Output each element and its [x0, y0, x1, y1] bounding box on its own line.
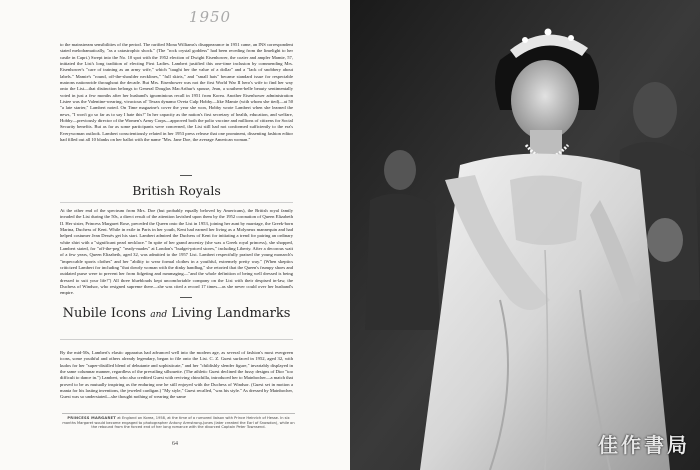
watermark: 佳作書局	[598, 433, 690, 457]
british-royals-column	[60, 208, 293, 297]
caption-name: PRINCESS MARGARET	[67, 416, 117, 420]
section-divider	[180, 297, 192, 298]
title-part-1: Nubile Icons	[62, 306, 147, 321]
tiara-jewel	[545, 29, 552, 36]
nubile-icons-column	[60, 350, 293, 401]
embroidered-bodice	[510, 175, 582, 245]
decade-mark: 1950	[188, 8, 232, 26]
section-title-british-royals: British Royals	[132, 183, 221, 198]
background-figure	[647, 218, 683, 262]
intro-column	[60, 42, 293, 144]
background-figure	[633, 82, 677, 138]
title-ampersand: and	[150, 310, 168, 320]
background-figure-body	[365, 194, 440, 330]
section-rule	[60, 339, 293, 340]
caption-text: at England on Korea, 1958, at the time of a rumored liaison with Prince Heinrich of Hesse. In six months Margaret would become engaged to photographer Antony Armstrong-Jones (later created the Earl of Snowdon), while on the rebound from the forced end of her long romance with the divorced Captain Peter Townsend.	[62, 416, 295, 430]
photo-caption	[62, 416, 295, 430]
british-royals-paragraph: At the other end of the spectrum from Mrs. Doe (but probably equally beloved by Americans), the British royal family invaded the List during the 50s, a direct result of the attention lavished upon them by the 1952 coronation of Queen Elizabeth II. Her sister, Princess Margaret Rose, preceded the Queen onto the List in 1953, joining her aunt by marriage, the Greek-born Marina, Duchess of Kent. While in exile in Paris in her youth, Kent had earned her living as a Molyneux mannequin and had helped costumer Jean Dessès get his start. Lambert admired the Duchess of Kent for initiating a trend for pairing an ordinary white shirt with a "significant pearl necklace." In spite of her grand ancestry (she was a Greek royal princess), she shopped, Lambert stated, for "off-the-peg" "ready-mades" at London's "budget-priced stores," including Liberty. After a decorous wait of a few years, Queen Elizabeth, aged 32, was admitted to the 1957 List. Lambert respectfully praised the young monarch's "impeccable sports clothes" and her "ability to wear formal clothes in a youthful, extremely pretty way." (When skeptics criticized Lambert for including "that dowdy woman with the dinky handbag," she retorted that the Queen's frumpy shoes and outdated purse were to prevent her from fidgeting and rummaging—"and the whole definition of being well dressed is being dressed to suit your life!") All three blueblouds kept uncomfortable company on the List with their despised in-law, the Duchess of Windsor, who resigned supreme there—she was cited a record 17 times—as she never could over her husband's empire.	[60, 208, 293, 296]
princess-photo	[350, 0, 700, 470]
tiara-jewel	[522, 37, 528, 43]
tiara-jewel	[568, 35, 574, 41]
caption-rule	[62, 413, 295, 414]
section-divider	[180, 175, 192, 176]
title-part-2: Living Landmarks	[171, 306, 291, 321]
page-number: 64	[172, 441, 178, 447]
section-rule	[60, 202, 293, 203]
section-title-nubile-icons	[60, 306, 293, 321]
intro-paragraph: to the mainstream sensibilities of the period. The rarified Mona Williams's disappearance in 1951 came, an INS correspondent stated melodramatically, "as a catastrophic shock." (The "rock crystal goddess" had been receding from the limelight to her castle in Capri.) Swept into the No. 10 spot with the 1952 election of Dwight Eisenhower, the cozier and ampler Mamie, 57, initiated the List's long tradition of electing First Ladies. Lambert justified this one-time inclusion by commending Mrs. Eisenhower's "care of training as an army wife," which "taught her the value of a dollar" and a "lack of snobbery about labels." Mamie's "round, off-the-shoulder necklines," "full skirts," and "small hats" became standard issue for respectable matrons nationwide throughout the decade. But Mrs. Eisenhower was not the first World War II hero's wife to find her way onto the List—that distinction belongs to General Douglas MacArthur's spouse, Jean, a southern-belle beauty sentimentally voted in just a few months after her husband's ignominious recall in 1951 from Korea. Another Eisenhower administration Listee was the Valentine-wearing, vivacious ol' Texan dynamo Oveta Culp Hobby—like Mamie (with whom she tied)—at 50 "a late starter," Lambert noted. On Time magazine's cover the year she won, Hobby wrote Lambert when she learned the news, "I won't go so far as to say I hate this!" In her capacity as the nation's first secretary of health, education, and welfare, Hobby—previously director of the Women's Army Corps—approved both the polio vaccine and millions of citizens for Social Security benefits. But as far as some participants were concerned, the List still had not conformed sufficiently to the era's Everywoman outlook. Lambert conscientiously related in her 1953 press release that one prominent, dissenting fashion editor had filled out all 10 blanks on her ballot with the name "Mrs. Jane Doe, the average American woman."	[60, 42, 293, 143]
nubile-icons-paragraph: By the mid-50s, Lambert's elastic apparatus had advanced well into the modern age, as several of fashion's most evergreen icons, some youthful and others already legendary, began to file onto the List. C. Z. Guest surfaced in 1952, aged 32, with kudos for her "super-distilled blend of debutante and sophisticate," and her "childishly slender figure," invariably displayed in the same columnar manner, regardless of the prevailing silhouette. (The athletic Guest declined the fussy designs of Dior "too difficult to dance in.") Lambert, who also credited Guest with reviving chinchilla, introduced her to Mainbocher—a match that proved to be as mutually inspiring as the enduring one he still enjoyed with the Duchess of Windsor. (Guest set in motion a mania for his lasting inventions, the jeweled cardigan.) "My style," Guest recalled, "was his style." As dressed by Mainbocher, Guest was so understated—she thought nothing of wearing the same	[60, 350, 293, 400]
background-figure	[384, 150, 416, 190]
face	[511, 60, 579, 140]
right-page-photo	[350, 0, 700, 470]
